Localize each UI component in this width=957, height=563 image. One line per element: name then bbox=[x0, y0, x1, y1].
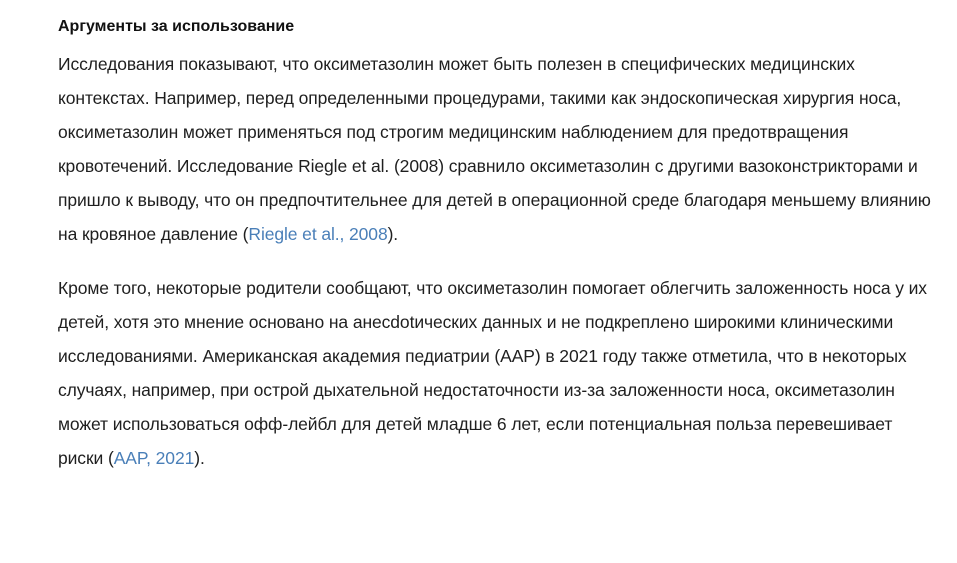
article-section bbox=[58, 14, 938, 475]
paragraph-1-text-end: ). bbox=[387, 224, 399, 244]
citation-link-riegle[interactable]: Riegle et al., 2008 bbox=[248, 224, 388, 244]
citation-link-aap[interactable]: AAP, 2021 bbox=[113, 448, 195, 468]
section-heading: Аргументы за использование bbox=[58, 18, 295, 35]
paragraph-1-text: Исследования показывают, что оксиметазолин может быть полезен в специфических медицинских контекстах. Например, перед определенными процедурами, такими как эндоскопическая хирургия носа, оксиметазолин может применяться под строгим медицинским наблюдением для предотвращения кровотечений. Исследование Riegle et al. (2008) сравнило оксиметазолин с другими вазоконстрикторами и пришло к выводу, что он предпочтительнее для детей в операционной среде благодаря меньшему влиянию на кровяное давление ( bbox=[58, 54, 931, 244]
paragraph-2-text-end: ). bbox=[194, 448, 205, 468]
paragraph-2-text: Кроме того, некоторые родители сообщают, что оксиметазолин помогает облегчить заложенность носа у их детей, хотя это мнение основано на анесdotических данных и не подкреплено широкими клиническими исследованиями. Американская академия педиатрии (AAP) в 2021 году также отметила, что в некоторых случаях, например, при острой дыхательной недостаточности из-за заложенности носа, оксиметазолин может использоваться офф-лейбл для детей младше 6 лет, если потенциальная польза перевешивает риски ( bbox=[58, 278, 927, 468]
paragraph-1 bbox=[58, 47, 938, 251]
paragraph-2 bbox=[58, 271, 938, 475]
